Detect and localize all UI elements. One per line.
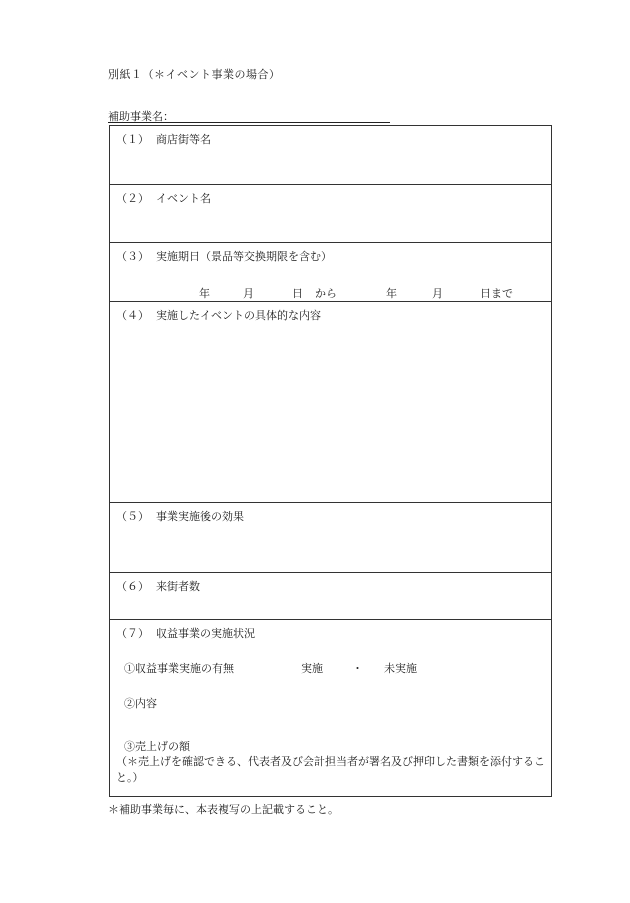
section-label (116, 508, 244, 524)
section-title: 収益事業の実施状況 (156, 627, 255, 640)
section-label (116, 190, 211, 206)
section-title: 実施したイベントの具体的な内容 (156, 309, 321, 322)
option-implemented[interactable]: 実施 (301, 662, 323, 675)
until-text: 日まで (480, 287, 513, 300)
section-label (116, 578, 200, 594)
from-text: から (315, 287, 337, 300)
section-label (116, 625, 255, 641)
option-not-implemented[interactable]: 未実施 (384, 662, 417, 675)
section-effects[interactable] (110, 503, 551, 573)
section-implementation-date[interactable] (110, 243, 551, 302)
attachment-note: （＊売上げを確認できる、代表者及び会計担当者が署名及び押印した書類を添付すること。） (116, 755, 545, 784)
option-separator: ・ (352, 662, 363, 675)
profit-business-presence-label: ①収益事業実施の有無 (124, 662, 234, 675)
section-label (116, 248, 332, 264)
start-year-unit: 年 (199, 287, 210, 300)
section-title: 実施期日（景品等交換期限を含む） (156, 250, 332, 263)
section-visitor-count[interactable] (110, 573, 551, 620)
date-range-row (110, 285, 551, 300)
sales-amount-label: ③売上げの額 (124, 740, 190, 753)
project-name-field[interactable] (108, 108, 390, 123)
section-label (116, 131, 211, 147)
start-day-unit: 日 (292, 287, 303, 300)
section-profit-business-status (110, 620, 551, 796)
section-number: （４） (116, 309, 149, 322)
section-event-name[interactable] (110, 185, 551, 243)
content-label: ②内容 (124, 697, 157, 710)
section-number: （２） (116, 192, 149, 205)
section-title: 商店街等名 (156, 133, 211, 146)
section-title: 事業実施後の効果 (156, 510, 244, 523)
start-month-unit: 月 (243, 287, 254, 300)
footnote: ＊補助事業毎に、本表複写の上記載すること。 (108, 803, 339, 816)
project-name-label: 補助事業名： (108, 110, 174, 123)
section-number: （５） (116, 510, 149, 523)
section-number: （７） (116, 627, 149, 640)
section-shopping-district-name[interactable] (110, 126, 551, 185)
section-number: （６） (116, 580, 149, 593)
section-title: 来街者数 (156, 580, 200, 593)
section-title: イベント名 (156, 192, 211, 205)
section-event-details[interactable] (110, 302, 551, 503)
report-form-table (109, 125, 552, 797)
end-month-unit: 月 (432, 287, 443, 300)
section-label (116, 307, 321, 323)
document-title: 別紙１（＊イベント事業の場合） (108, 68, 281, 81)
section-number: （１） (116, 133, 149, 146)
section-number: （３） (116, 250, 149, 263)
end-year-unit: 年 (386, 287, 397, 300)
